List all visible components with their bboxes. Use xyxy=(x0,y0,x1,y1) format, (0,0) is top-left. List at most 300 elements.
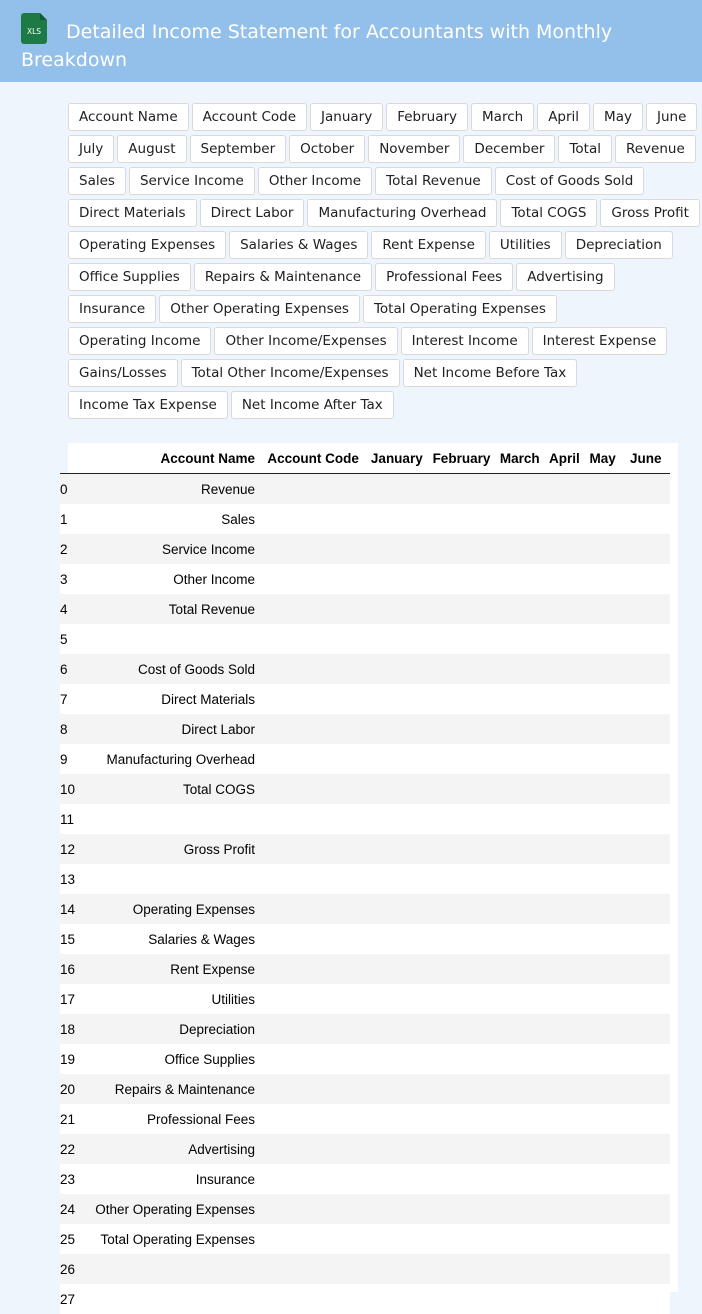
value-cell xyxy=(428,984,494,1014)
row-index: 26 xyxy=(60,1254,75,1284)
value-cell xyxy=(622,774,670,804)
value-cell xyxy=(545,1254,584,1284)
column-chip[interactable]: Account Name xyxy=(68,103,189,131)
value-cell xyxy=(584,804,622,834)
column-chip[interactable]: January xyxy=(310,103,383,131)
account-name-cell: Total Revenue xyxy=(75,594,261,624)
value-cell xyxy=(495,624,546,654)
value-cell xyxy=(365,684,428,714)
value-cell xyxy=(545,1134,584,1164)
value-cell xyxy=(495,504,546,534)
value-cell xyxy=(428,804,494,834)
value-cell xyxy=(428,924,494,954)
column-chip[interactable]: Cost of Goods Sold xyxy=(495,167,645,195)
value-cell xyxy=(622,474,670,505)
value-cell xyxy=(584,954,622,984)
account-name-cell xyxy=(75,804,261,834)
table-row xyxy=(60,1014,670,1044)
value-cell xyxy=(261,774,365,804)
value-cell xyxy=(428,714,494,744)
column-chip[interactable]: June xyxy=(646,103,697,131)
column-chip[interactable]: Other Income/Expenses xyxy=(214,327,397,355)
value-cell xyxy=(622,1224,670,1254)
value-cell xyxy=(622,864,670,894)
value-cell xyxy=(428,534,494,564)
index-header xyxy=(60,443,75,474)
value-cell xyxy=(261,1254,365,1284)
column-header[interactable]: May xyxy=(584,443,622,474)
value-cell xyxy=(261,1284,365,1314)
value-cell xyxy=(545,894,584,924)
value-cell xyxy=(584,654,622,684)
column-chip[interactable]: Manufacturing Overhead xyxy=(307,199,497,227)
value-cell xyxy=(261,624,365,654)
column-chip[interactable]: February xyxy=(386,103,468,131)
table-row xyxy=(60,744,670,774)
value-cell xyxy=(428,684,494,714)
value-cell xyxy=(545,864,584,894)
column-chip[interactable]: Total COGS xyxy=(500,199,597,227)
value-cell xyxy=(365,1074,428,1104)
account-name-cell: Repairs & Maintenance xyxy=(75,1074,261,1104)
value-cell xyxy=(622,1014,670,1044)
table-row xyxy=(60,504,670,534)
column-chip[interactable]: May xyxy=(593,103,643,131)
value-cell xyxy=(584,534,622,564)
table-row xyxy=(60,1044,670,1074)
value-cell xyxy=(428,1044,494,1074)
account-name-cell: Sales xyxy=(75,504,261,534)
value-cell xyxy=(428,954,494,984)
value-cell xyxy=(495,654,546,684)
value-cell xyxy=(261,804,365,834)
value-cell xyxy=(428,1254,494,1284)
row-index: 5 xyxy=(60,624,75,654)
value-cell xyxy=(428,1014,494,1044)
value-cell xyxy=(584,594,622,624)
value-cell xyxy=(584,774,622,804)
value-cell xyxy=(495,1014,546,1044)
xls-file-icon xyxy=(21,13,47,44)
value-cell xyxy=(584,624,622,654)
value-cell xyxy=(545,924,584,954)
value-cell xyxy=(622,714,670,744)
value-cell xyxy=(428,894,494,924)
row-index: 16 xyxy=(60,954,75,984)
account-name-cell: Office Supplies xyxy=(75,1044,261,1074)
value-cell xyxy=(622,564,670,594)
table-row xyxy=(60,714,670,744)
row-index: 7 xyxy=(60,684,75,714)
value-cell xyxy=(545,744,584,774)
value-cell xyxy=(495,1104,546,1134)
account-name-cell xyxy=(75,1254,261,1284)
value-cell xyxy=(584,864,622,894)
value-cell xyxy=(622,1074,670,1104)
table-row xyxy=(60,864,670,894)
value-cell xyxy=(365,744,428,774)
value-cell xyxy=(622,804,670,834)
value-cell xyxy=(545,1014,584,1044)
value-cell xyxy=(365,564,428,594)
value-cell xyxy=(495,1164,546,1194)
column-chip[interactable]: Salaries & Wages xyxy=(229,231,368,259)
income-statement-table xyxy=(60,443,670,1314)
column-chip[interactable]: Gross Profit xyxy=(600,199,700,227)
table-row xyxy=(60,1074,670,1104)
value-cell xyxy=(584,1134,622,1164)
table-row xyxy=(60,624,670,654)
value-cell xyxy=(545,534,584,564)
value-cell xyxy=(495,924,546,954)
table-row xyxy=(60,894,670,924)
row-index: 17 xyxy=(60,984,75,1014)
value-cell xyxy=(365,1284,428,1314)
column-chip[interactable]: Utilities xyxy=(489,231,562,259)
column-chip[interactable]: Gains/Losses xyxy=(68,359,178,387)
value-cell xyxy=(622,1164,670,1194)
value-cell xyxy=(365,534,428,564)
value-cell xyxy=(545,564,584,594)
value-cell xyxy=(261,864,365,894)
column-chip[interactable]: Total Other Income/Expenses xyxy=(181,359,400,387)
value-cell xyxy=(584,714,622,744)
table-row xyxy=(60,984,670,1014)
value-cell xyxy=(495,894,546,924)
value-cell xyxy=(365,1224,428,1254)
row-index: 21 xyxy=(60,1104,75,1134)
value-cell xyxy=(545,504,584,534)
value-cell xyxy=(584,1284,622,1314)
value-cell xyxy=(365,1254,428,1284)
column-chip[interactable]: July xyxy=(68,135,114,163)
row-index: 3 xyxy=(60,564,75,594)
column-chip[interactable]: Professional Fees xyxy=(375,263,513,291)
column-chip[interactable]: December xyxy=(463,135,555,163)
account-name-cell: Total COGS xyxy=(75,774,261,804)
row-index: 9 xyxy=(60,744,75,774)
column-header[interactable]: January xyxy=(365,443,428,474)
value-cell xyxy=(365,714,428,744)
row-index: 22 xyxy=(60,1134,75,1164)
column-chip[interactable]: Income Tax Expense xyxy=(68,391,228,419)
table-row xyxy=(60,1194,670,1224)
value-cell xyxy=(428,1194,494,1224)
account-name-cell: Revenue xyxy=(75,474,261,505)
account-name-cell: Utilities xyxy=(75,984,261,1014)
table-row xyxy=(60,1254,670,1284)
column-header[interactable]: February xyxy=(428,443,494,474)
row-index: 19 xyxy=(60,1044,75,1074)
table-row xyxy=(60,774,670,804)
value-cell xyxy=(584,1194,622,1224)
value-cell xyxy=(495,1194,546,1224)
table-row xyxy=(60,474,670,505)
value-cell xyxy=(428,1224,494,1254)
value-cell xyxy=(428,1134,494,1164)
column-chip[interactable]: Rent Expense xyxy=(371,231,486,259)
column-chip[interactable]: Interest Expense xyxy=(532,327,668,355)
value-cell xyxy=(365,1194,428,1224)
account-name-cell: Rent Expense xyxy=(75,954,261,984)
column-chip[interactable]: October xyxy=(289,135,365,163)
table-row xyxy=(60,594,670,624)
value-cell xyxy=(428,474,494,505)
column-chip[interactable]: Net Income After Tax xyxy=(231,391,394,419)
value-cell xyxy=(622,624,670,654)
value-cell xyxy=(261,834,365,864)
row-index: 20 xyxy=(60,1074,75,1104)
column-chip[interactable]: Operating Expenses xyxy=(68,231,226,259)
value-cell xyxy=(495,834,546,864)
value-cell xyxy=(584,1104,622,1134)
value-cell xyxy=(365,1164,428,1194)
column-chip[interactable]: Net Income Before Tax xyxy=(403,359,578,387)
account-name-cell: Direct Labor xyxy=(75,714,261,744)
account-name-cell: Cost of Goods Sold xyxy=(75,654,261,684)
column-header[interactable]: March xyxy=(495,443,546,474)
value-cell xyxy=(545,684,584,714)
row-index: 11 xyxy=(60,804,75,834)
value-cell xyxy=(261,894,365,924)
value-cell xyxy=(622,684,670,714)
value-cell xyxy=(495,864,546,894)
value-cell xyxy=(428,1164,494,1194)
column-chip[interactable]: November xyxy=(368,135,460,163)
value-cell xyxy=(495,1044,546,1074)
column-chip[interactable]: March xyxy=(471,103,534,131)
value-cell xyxy=(261,714,365,744)
value-cell xyxy=(365,1014,428,1044)
column-chip[interactable]: Total Operating Expenses xyxy=(363,295,557,323)
table-row xyxy=(60,1104,670,1134)
value-cell xyxy=(365,594,428,624)
column-header[interactable]: June xyxy=(622,443,670,474)
value-cell xyxy=(261,474,365,505)
column-chip[interactable]: Operating Income xyxy=(68,327,211,355)
value-cell xyxy=(261,1044,365,1074)
table-row xyxy=(60,564,670,594)
column-chip[interactable]: Direct Materials xyxy=(68,199,197,227)
value-cell xyxy=(622,894,670,924)
column-chip[interactable]: Revenue xyxy=(615,135,696,163)
value-cell xyxy=(495,594,546,624)
account-name-cell: Manufacturing Overhead xyxy=(75,744,261,774)
row-index: 1 xyxy=(60,504,75,534)
value-cell xyxy=(428,624,494,654)
account-name-cell: Advertising xyxy=(75,1134,261,1164)
column-chip[interactable]: Other Income xyxy=(258,167,372,195)
table-row xyxy=(60,834,670,864)
value-cell xyxy=(428,1074,494,1104)
value-cell xyxy=(495,984,546,1014)
value-cell xyxy=(261,1104,365,1134)
value-cell xyxy=(584,1224,622,1254)
value-cell xyxy=(261,744,365,774)
table-row xyxy=(60,804,670,834)
value-cell xyxy=(584,1254,622,1284)
value-cell xyxy=(545,594,584,624)
column-chip[interactable]: Depreciation xyxy=(565,231,673,259)
column-chip[interactable]: August xyxy=(117,135,186,163)
column-chip[interactable]: Other Operating Expenses xyxy=(159,295,360,323)
value-cell xyxy=(365,834,428,864)
value-cell xyxy=(365,1104,428,1134)
value-cell xyxy=(495,804,546,834)
value-cell xyxy=(622,1134,670,1164)
account-name-cell: Professional Fees xyxy=(75,1104,261,1134)
value-cell xyxy=(545,474,584,505)
row-index: 25 xyxy=(60,1224,75,1254)
account-name-cell: Operating Expenses xyxy=(75,894,261,924)
value-cell xyxy=(584,834,622,864)
table-row xyxy=(60,1224,670,1254)
row-index: 15 xyxy=(60,924,75,954)
value-cell xyxy=(428,654,494,684)
value-cell xyxy=(365,924,428,954)
value-cell xyxy=(261,924,365,954)
value-cell xyxy=(495,474,546,505)
value-cell xyxy=(365,864,428,894)
value-cell xyxy=(584,1014,622,1044)
row-index: 14 xyxy=(60,894,75,924)
value-cell xyxy=(495,1074,546,1104)
value-cell xyxy=(428,564,494,594)
value-cell xyxy=(622,1104,670,1134)
table-row xyxy=(60,1164,670,1194)
value-cell xyxy=(261,594,365,624)
value-cell xyxy=(545,1164,584,1194)
value-cell xyxy=(622,654,670,684)
value-cell xyxy=(584,894,622,924)
row-index: 27 xyxy=(60,1284,75,1314)
column-header[interactable]: Account Name xyxy=(75,443,261,474)
value-cell xyxy=(545,1074,584,1104)
table-row xyxy=(60,684,670,714)
value-cell xyxy=(622,834,670,864)
value-cell xyxy=(365,774,428,804)
column-chip[interactable]: Sales xyxy=(68,167,126,195)
column-chip[interactable]: September xyxy=(190,135,287,163)
value-cell xyxy=(622,534,670,564)
value-cell xyxy=(261,534,365,564)
value-cell xyxy=(261,1074,365,1104)
value-cell xyxy=(545,1224,584,1254)
page-title: Detailed Income Statement for Accountants with Monthly Breakdown xyxy=(21,21,613,71)
value-cell xyxy=(261,1134,365,1164)
value-cell xyxy=(545,1104,584,1134)
value-cell xyxy=(622,924,670,954)
row-index: 23 xyxy=(60,1164,75,1194)
value-cell xyxy=(545,624,584,654)
column-chip[interactable]: Office Supplies xyxy=(68,263,191,291)
row-index: 0 xyxy=(60,474,75,505)
table-row xyxy=(60,534,670,564)
column-chip[interactable]: Total Revenue xyxy=(375,167,492,195)
value-cell xyxy=(584,1164,622,1194)
table-row xyxy=(60,924,670,954)
value-cell xyxy=(545,834,584,864)
value-cell xyxy=(365,504,428,534)
value-cell xyxy=(495,714,546,744)
value-cell xyxy=(584,684,622,714)
column-chip[interactable]: Direct Labor xyxy=(200,199,305,227)
value-cell xyxy=(584,924,622,954)
account-name-cell: Service Income xyxy=(75,534,261,564)
value-cell xyxy=(584,1044,622,1074)
row-index: 24 xyxy=(60,1194,75,1224)
value-cell xyxy=(261,1194,365,1224)
value-cell xyxy=(545,1044,584,1074)
column-chip[interactable]: Service Income xyxy=(129,167,255,195)
column-chip-list xyxy=(68,103,702,419)
value-cell xyxy=(495,1254,546,1284)
row-index: 18 xyxy=(60,1014,75,1044)
column-header[interactable]: April xyxy=(545,443,584,474)
value-cell xyxy=(545,804,584,834)
value-cell xyxy=(584,504,622,534)
value-cell xyxy=(495,1284,546,1314)
column-chip[interactable]: Repairs & Maintenance xyxy=(194,263,372,291)
account-name-cell xyxy=(75,864,261,894)
value-cell xyxy=(365,1044,428,1074)
value-cell xyxy=(495,954,546,984)
row-index: 10 xyxy=(60,774,75,804)
app-header xyxy=(0,0,702,82)
value-cell xyxy=(428,864,494,894)
value-cell xyxy=(261,1014,365,1044)
value-cell xyxy=(365,804,428,834)
row-index: 4 xyxy=(60,594,75,624)
column-chip[interactable]: Insurance xyxy=(68,295,156,323)
account-name-cell: Other Income xyxy=(75,564,261,594)
value-cell xyxy=(545,1284,584,1314)
value-cell xyxy=(261,654,365,684)
value-cell xyxy=(261,954,365,984)
value-cell xyxy=(545,954,584,984)
column-header[interactable]: Account Code xyxy=(261,443,365,474)
value-cell xyxy=(584,984,622,1014)
value-cell xyxy=(495,564,546,594)
value-cell xyxy=(365,474,428,505)
column-chip[interactable]: Account Code xyxy=(192,103,307,131)
value-cell xyxy=(261,984,365,1014)
account-name-cell xyxy=(75,624,261,654)
column-chip[interactable]: Interest Income xyxy=(401,327,529,355)
row-index: 6 xyxy=(60,654,75,684)
value-cell xyxy=(495,1134,546,1164)
value-cell xyxy=(622,1194,670,1224)
column-chip[interactable]: Total xyxy=(558,135,612,163)
value-cell xyxy=(622,1044,670,1074)
value-cell xyxy=(622,594,670,624)
value-cell xyxy=(365,1134,428,1164)
value-cell xyxy=(584,1074,622,1104)
value-cell xyxy=(545,714,584,744)
value-cell xyxy=(365,654,428,684)
column-chip[interactable]: Advertising xyxy=(516,263,614,291)
column-chip[interactable]: April xyxy=(537,103,590,131)
account-name-cell: Salaries & Wages xyxy=(75,924,261,954)
value-cell xyxy=(622,1284,670,1314)
value-cell xyxy=(545,654,584,684)
data-table-viewport[interactable] xyxy=(60,443,678,1307)
account-name-cell: Direct Materials xyxy=(75,684,261,714)
account-name-cell: Gross Profit xyxy=(75,834,261,864)
value-cell xyxy=(428,1284,494,1314)
value-cell xyxy=(428,594,494,624)
row-index: 12 xyxy=(60,834,75,864)
